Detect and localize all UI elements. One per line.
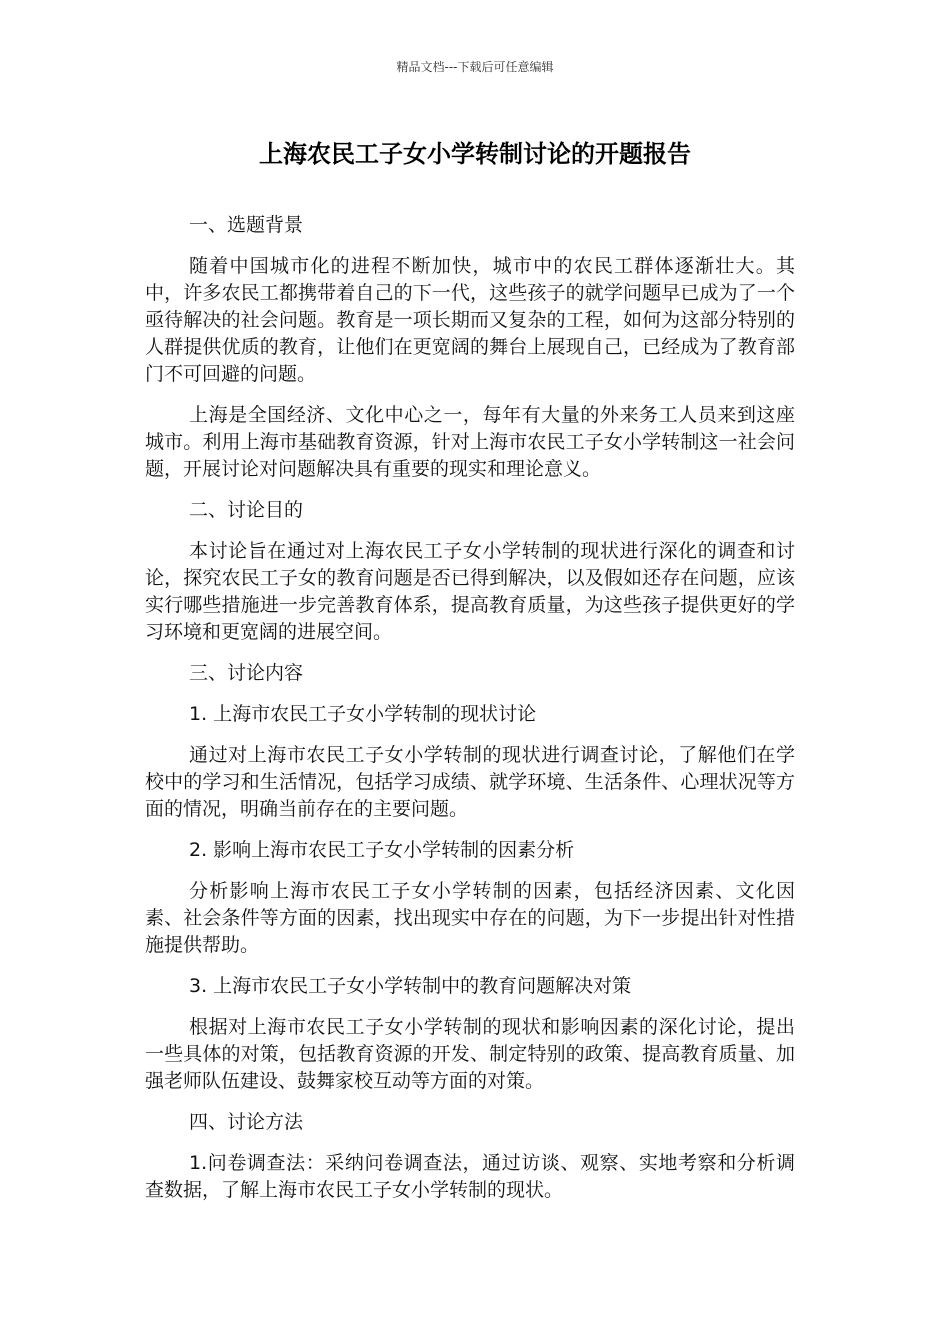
paragraph-content-3: 根据对上海市农民工子女小学转制的现状和影响因素的深化讨论，提出一些具体的对策，包括教育资源的开发、制定特别的政策、提高教育质量、加强老师队伍建设、鼓舞家校互动等方面的对策。: [145, 1016, 795, 1092]
document-title: 上海农民工子女小学转制讨论的开题报告: [259, 140, 691, 168]
paragraph-purpose: 本讨论旨在通过对上海农民工子女小学转制的现状进行深化的调查和讨论，探究农民工子女的教育问题是否已得到解决，以及假如还存在问题，应该实行哪些措施进一步完善教育体系，提高教育质量，为这些孩子提供更好的学习环境和更宽阔的进展空间。: [145, 540, 795, 643]
subheading-content-1: 1. 上海市农民工子女小学转制的现状讨论: [189, 703, 537, 725]
page-header: 精品文档---下载后可任意编辑: [396, 60, 554, 74]
paragraph-method-1: 1.问卷调查法：采纳问卷调查法，通过访谈、观察、实地考察和分析调查数据，了解上海市农民工子女小学转制的现状。: [145, 1152, 795, 1201]
subheading-content-3: 3. 上海市农民工子女小学转制中的教育问题解决对策: [189, 975, 632, 997]
paragraph-background-2: 上海是全国经济、文化中心之一，每年有大量的外来务工人员来到这座城市。利用上海市基础教育资源，针对上海市农民工子女小学转制这一社会问题，开展讨论对问题解决具有重要的现实和理论意义。: [145, 404, 795, 480]
paragraph-background-1: 随着中国城市化的进程不断加快，城市中的农民工群体逐渐壮大。其中，许多农民工都携带着自己的下一代，这些孩子的就学问题早已成为了一个亟待解决的社会问题。教育是一项长期而又复杂的工程，如何为这部分特别的人群提供优质的教育，让他们在更宽阔的舞台上展现自己，已经成为了教育部门不可回避的问题。: [145, 255, 795, 385]
section-heading-background: 一、选题背景: [189, 214, 304, 236]
section-heading-content: 三、讨论内容: [189, 662, 304, 684]
paragraph-content-1: 通过对上海市农民工子女小学转制的现状进行调查讨论，了解他们在学校中的学习和生活情况，包括学习成绩、就学环境、生活条件、心理状况等方面的情况，明确当前存在的主要问题。: [145, 744, 795, 820]
subheading-content-2: 2. 影响上海市农民工子女小学转制的因素分析: [189, 839, 575, 861]
section-heading-method: 四、讨论方法: [189, 1111, 304, 1133]
section-heading-purpose: 二、讨论目的: [189, 499, 304, 521]
paragraph-content-2: 分析影响上海市农民工子女小学转制的因素，包括经济因素、文化因素、社会条件等方面的因素，找出现实中存在的问题，为下一步提出针对性措施提供帮助。: [145, 880, 795, 956]
document-body: [145, 212, 795, 1218]
